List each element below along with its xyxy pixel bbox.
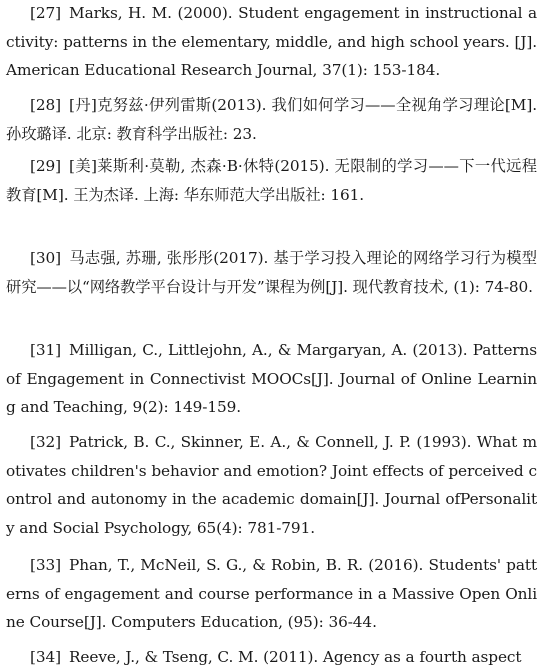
reference-text: [丹]克努兹·伊列雷斯(2013). 我们如何学习——全视角学习理论[M]. 孙玫璐译. 北京: 教育科学出版社: 23.	[6, 96, 537, 143]
reference-text: Milligan, C., Littlejohn, A., & Margaryan, A. (2013). Patterns of Engagement in Connectivist MOOCs[J]. Journal of Online Learning and Teaching, 9(2): 149-159.	[6, 341, 537, 416]
reference-text: Patrick, B. C., Skinner, E. A., & Connell, J. P. (1993). What motivates children's behavior and emotion? Joint effects of perceived control and autonomy in the academic domain[J]. Journal ofPersonality and Social Psychology, 65(4): 781-791.	[6, 433, 537, 537]
reference-34	[6, 643, 537, 667]
reference-number: [ 34 ]	[30, 648, 61, 666]
reference-32	[6, 428, 537, 542]
reference-text: Marks, H. M. (2000). Student engagement in instructional activity: patterns in the elementary, middle, and high school years. [J]. American Educational Research Journal, 37(1): 153-184.	[6, 4, 537, 79]
reference-number: [ 31 ]	[30, 341, 61, 359]
reference-30	[6, 244, 537, 301]
reference-29	[6, 152, 537, 209]
reference-28	[6, 91, 537, 148]
reference-text: Phan, T., McNeil, S. G., & Robin, B. R. (2016). Students' patterns of engagement and course performance in a Massive Open Online Course[J]. Computers Education, (95): 36-44.	[6, 556, 537, 631]
reference-text: 马志强, 苏珊, 张彤彤(2017). 基于学习投入理论的网络学习行为模型研究——以“网络教学平台设计与开发”课程为例[J]. 现代教育技术, (1): 74-80.	[6, 249, 537, 296]
reference-number: [ 30 ]	[30, 249, 61, 267]
reference-27	[6, 0, 537, 85]
reference-text: Reeve, J., & Tseng, C. M. (2011). Agency as a fourth aspect	[69, 648, 522, 666]
reference-number: [ 32 ]	[30, 433, 61, 451]
reference-number: [ 29 ]	[30, 157, 61, 175]
reference-text: [美]莱斯利·莫勒, 杰森·B·休特(2015). 无限制的学习——下一代远程教育[M]. 王为杰译. 上海: 华东师范大学出版社: 161.	[6, 157, 537, 204]
reference-33	[6, 551, 537, 637]
reference-number: [ 28 ]	[30, 96, 61, 114]
reference-number: [ 33 ]	[30, 556, 61, 574]
reference-31	[6, 336, 537, 422]
reference-number: [ 27 ]	[30, 4, 61, 22]
